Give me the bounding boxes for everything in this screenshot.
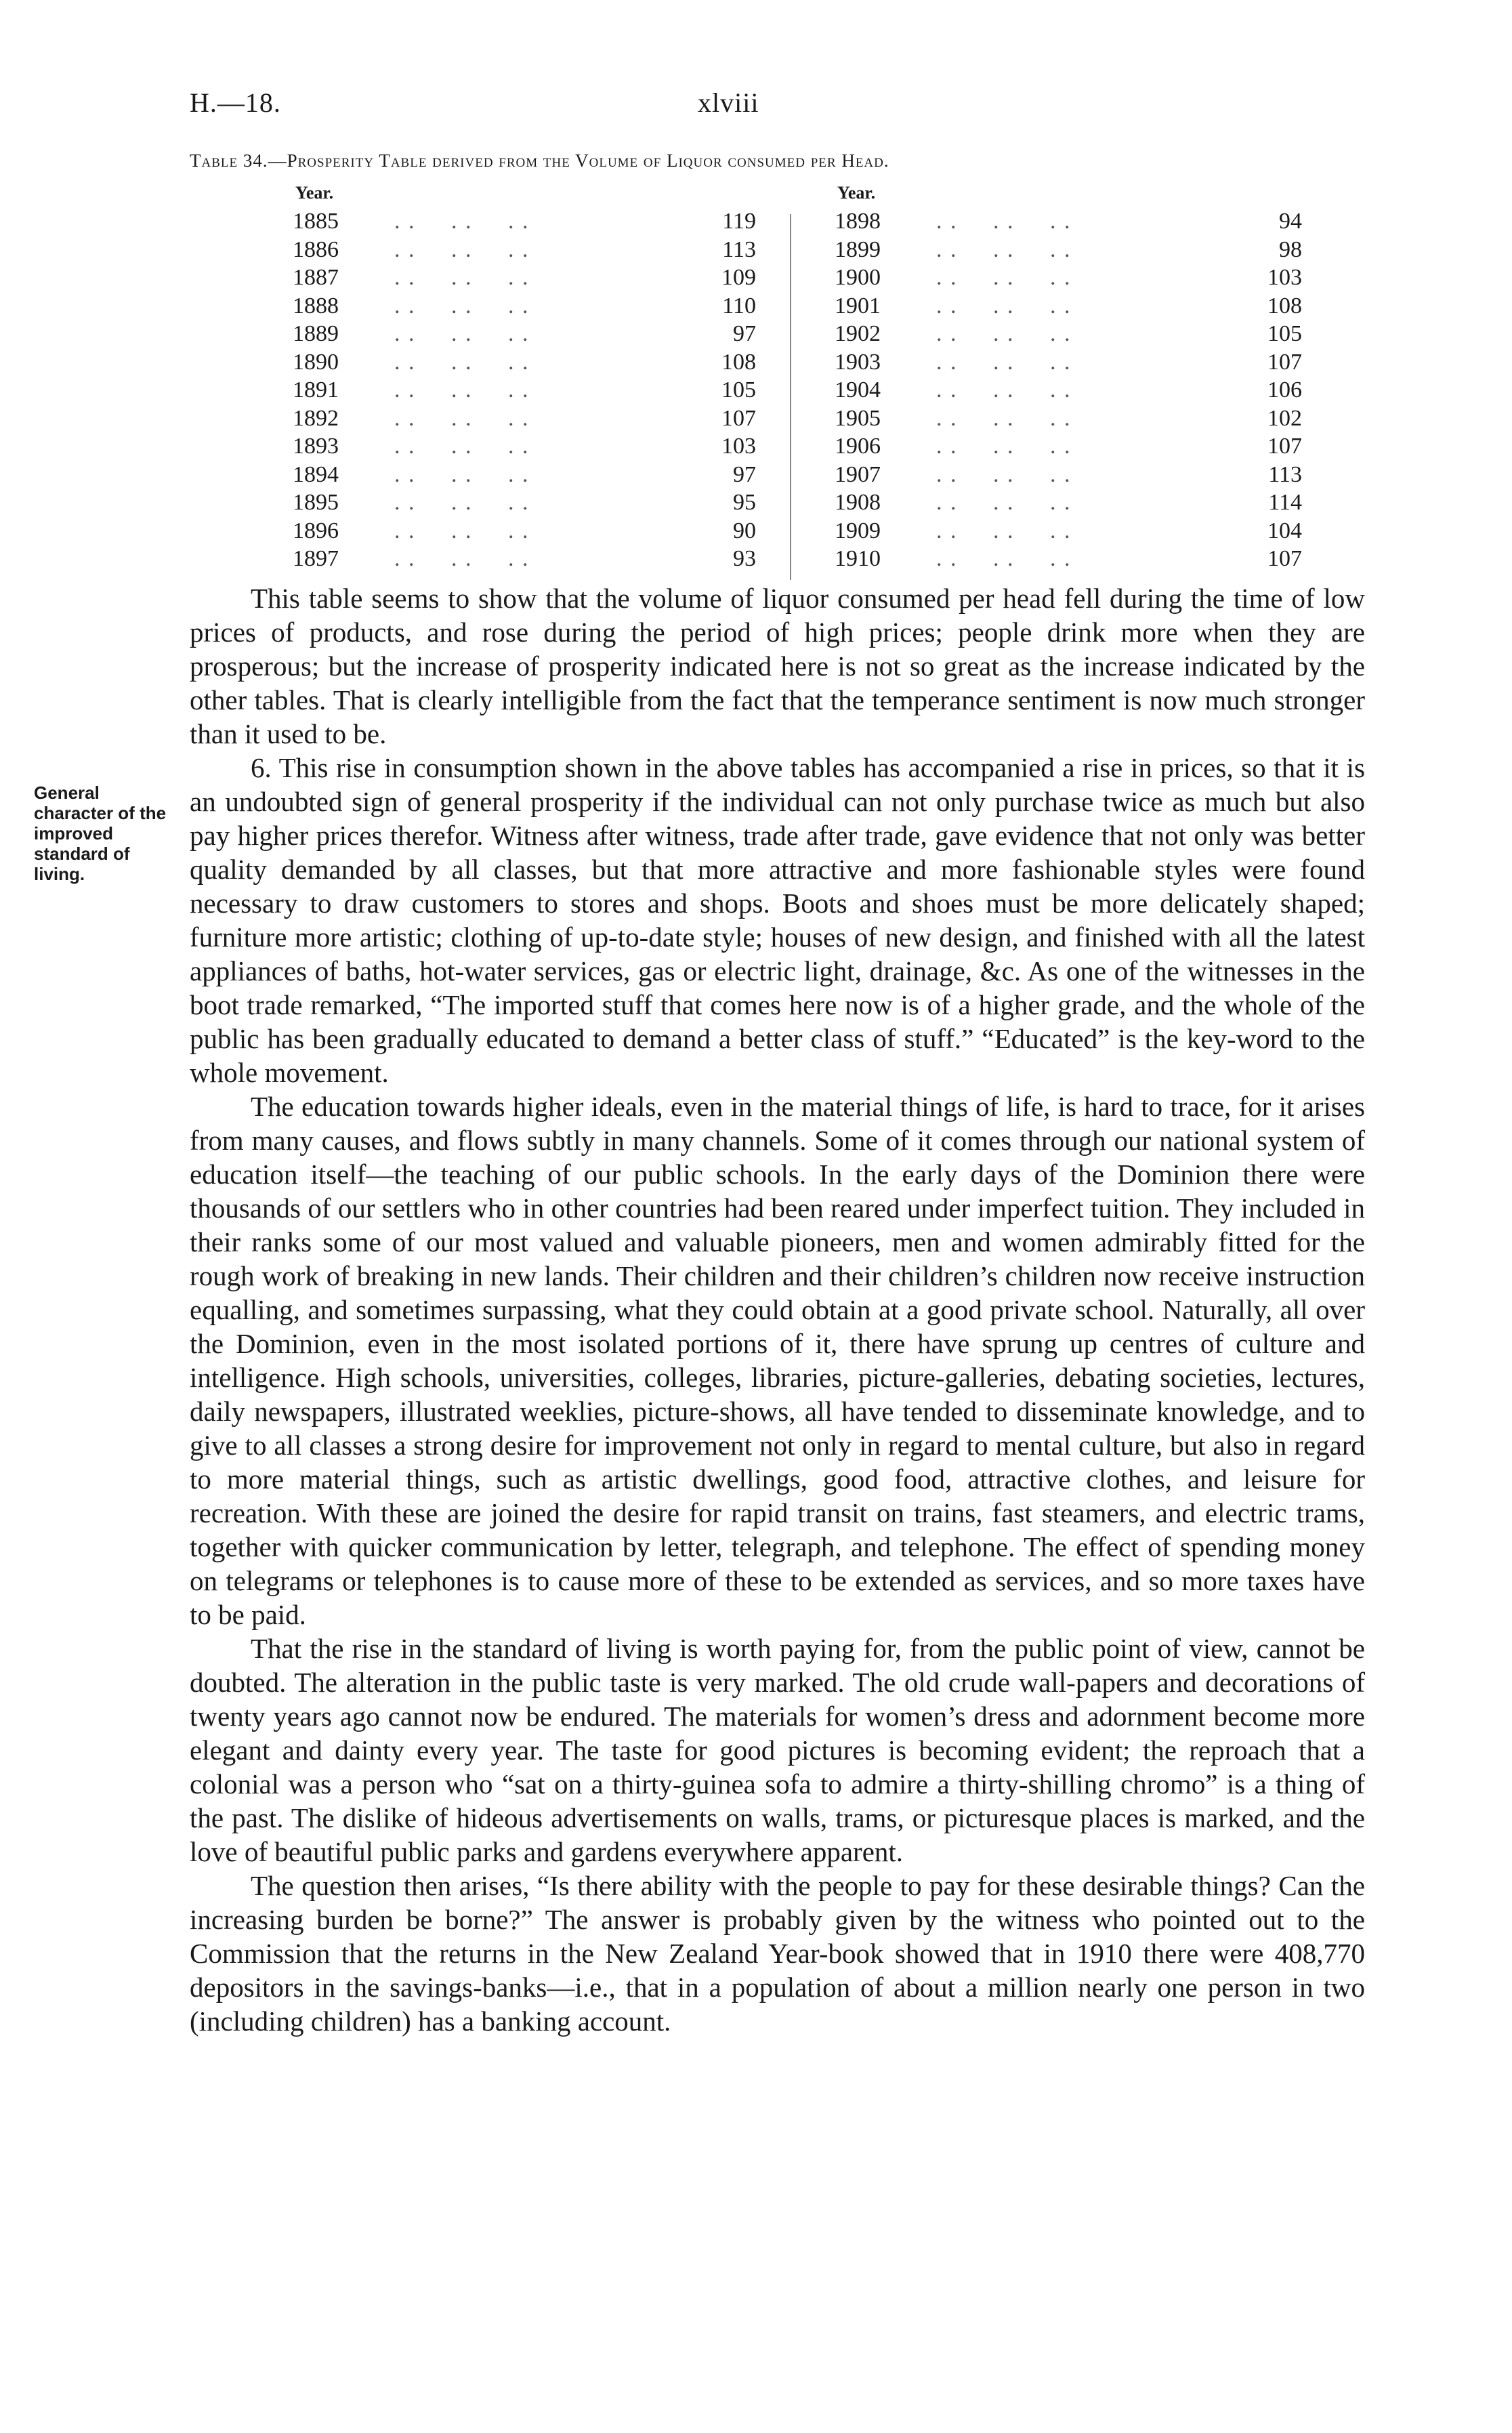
value-cell: 97 [733,461,756,487]
leader-dots: . . . . . . [936,321,1072,346]
leader-dots: . . . . . . [394,546,530,571]
value-cell: 107 [1267,546,1302,571]
table-row [293,461,756,489]
table-row [293,432,756,461]
year-cell: 1896 [293,518,339,543]
paragraph: That the rise in the standard of living is worth paying for, from the public point of view, cannot be doubted. The alteration in the public taste is very marked. The old crude wall-papers and decorations of twenty years ago cannot now be endured. The materials for women’s dress and adornment become more elegant and dainty every year. The taste for good pictures is becoming evident; the reproach that a colonial was a person who “sat on a thirty-guinea sofa to admire a thirty-shilling chromo” is a thing of the past. The dislike of hideous advertisements on walls, trams, or picturesque places is marked, and the love of beautiful public parks and gardens everywhere apparent. [190,1633,1365,1867]
table-row [293,404,756,433]
column-header: Year. [837,183,876,203]
value-cell: 110 [722,293,756,318]
leader-dots: . . . . . . [936,546,1072,571]
year-cell: 1888 [293,293,339,318]
value-cell: 119 [722,209,756,234]
year-cell: 1897 [293,546,339,571]
page-number: xlviii [698,87,759,118]
value-cell: 108 [721,349,756,375]
year-cell: 1894 [293,461,339,487]
page-reference: H.—18. [190,87,281,118]
table-row [293,236,756,264]
year-cell: 1910 [835,546,881,571]
leader-dots: . . . . . . [936,209,1072,234]
year-cell: 1900 [835,265,881,290]
leader-dots: . . . . . . [936,265,1072,290]
year-cell: 1906 [835,434,881,459]
table-row [835,545,1302,573]
year-cell: 1886 [293,236,339,262]
table-row [293,264,756,292]
value-cell: 114 [1268,490,1302,515]
leader-dots: . . . . . . [394,349,530,375]
table-row [835,517,1302,545]
value-cell: 104 [1267,518,1302,543]
leader-dots: . . . . . . [936,236,1072,262]
table-row [293,348,756,377]
leader-dots: . . . . . . [936,490,1072,515]
year-cell: 1907 [835,461,881,487]
leader-dots: . . . . . . [394,265,530,290]
value-cell: 108 [1267,293,1302,318]
table-row [293,488,756,517]
table-row [293,545,756,573]
leader-dots: . . . . . . [936,461,1072,487]
value-cell: 106 [1267,377,1302,402]
value-cell: 109 [721,265,756,290]
table-right-column [835,183,1302,573]
year-cell: 1901 [835,293,881,318]
value-cell: 94 [1279,209,1302,234]
table-row [293,517,756,545]
year-cell: 1891 [293,377,339,402]
value-cell: 103 [1267,265,1302,290]
table-row [293,207,756,236]
table-row [835,236,1302,264]
prosperity-table [190,183,1395,583]
leader-dots: . . . . . . [394,236,530,262]
value-cell: 113 [1268,461,1302,487]
leader-dots: . . . . . . [394,377,530,402]
table-left-column [293,183,756,573]
table-row [293,292,756,320]
value-cell: 107 [1267,349,1302,375]
leader-dots: . . . . . . [394,461,530,487]
value-cell: 102 [1267,405,1302,431]
value-cell: 105 [1267,321,1302,346]
table-row [835,292,1302,320]
paragraph: The question then arises, “Is there ability with the people to pay for these desirable things? Can the increasing burden be borne?” The answer is probably given by the witness who pointed out to the Commission that the returns in the New Zealand Year-book showed that in 1910 there were 408,770 depositors in the savings-banks—i.e., that in a population of about a million nearly one person in two (including children) has a banking account. [190,1870,1365,2037]
leader-dots: . . . . . . [394,405,530,431]
value-cell: 98 [1279,236,1302,262]
year-cell: 1903 [835,349,881,375]
value-cell: 97 [733,321,756,346]
table-row [835,348,1302,377]
year-cell: 1890 [293,349,339,375]
table-row [835,264,1302,292]
table-row [835,207,1302,236]
leader-dots: . . . . . . [936,434,1072,459]
table-row [835,404,1302,433]
paragraph: This table seems to show that the volume of liquor consumed per head fell during the time of low prices of products, and rose during the period of high prices; people drink more when they are prosperous; but the increase of prosperity indicated here is not so great as the increase indicated by the other tables. That is clearly intelligible from the fact that the temperance sentiment is now much stronger than it used to be. [190,583,1365,749]
year-cell: 1905 [835,405,881,431]
leader-dots: . . . . . . [394,518,530,543]
table-row [835,376,1302,404]
leader-dots: . . . . . . [936,405,1072,431]
leader-dots: . . . . . . [394,209,530,234]
leader-dots: . . . . . . [394,434,530,459]
value-cell: 95 [733,490,756,515]
value-cell: 93 [733,546,756,571]
column-divider [790,214,791,580]
year-cell: 1898 [835,209,881,234]
year-cell: 1893 [293,434,339,459]
table-row [835,320,1302,348]
value-cell: 105 [721,377,756,402]
table-row [835,461,1302,489]
paragraph: 6. This rise in consumption shown in the above tables has accompanied a rise in prices, so that it is an undoubted sign of general prosperity if the individual can not only purchase twice as much but also pay higher prices therefor. Witness after witness, trade after trade, gave evidence that not only was better quality demanded by all classes, but that more attractive and more fashionable styles were found necessary to draw customers to stores and shops. Boots and shoes must be more delicately shaped; furniture more artistic; clothing of up-to-date style; houses of new design, and finished with all the latest appliances of baths, hot-water services, gas or electric light, drainage, &c. As one of the witnesses in the boot trade remarked, “The imported stuff that comes here now is of a higher grade, and the whole of the public has been gradually educated to demand a better class of stuff.” “Educated” is the key-word to the whole movement. [190,752,1365,1088]
table-row [293,376,756,404]
year-cell: 1909 [835,518,881,543]
value-cell: 107 [1267,434,1302,459]
margin-note: General character of the improved standard of living. [34,783,167,884]
leader-dots: . . . . . . [394,490,530,515]
table-title: Table 34.—Prosperity Table derived from the Volume of Liquor consumed per Head. [190,150,889,171]
year-cell: 1904 [835,377,881,402]
table-row [835,432,1302,461]
year-cell: 1885 [293,209,339,234]
year-cell: 1889 [293,321,339,346]
value-cell: 107 [721,405,756,431]
leader-dots: . . . . . . [936,377,1072,402]
year-cell: 1899 [835,236,881,262]
paragraph: The education towards higher ideals, even in the material things of life, is hard to trace, for it arises from many causes, and flows subtly in many channels. Some of it comes through our national system of education itself—the teaching of our public schools. In the early days of the Dominion there were thousands of our settlers who in other countries had been reared under imperfect tuition. They included in their ranks some of our most valued and valuable pioneers, men and women admirably fitted for the rough work of breaking in new lands. Their children and their children’s children now receive instruction equalling, and sometimes surpassing, what they could obtain at a good private school. Naturally, all over the Dominion, even in the most isolated portions of it, there have sprung up centres of culture and intelligence. High schools, universities, colleges, libraries, picture-galleries, debating societies, lectures, daily newspapers, illustrated weeklies, picture-shows, all have tended to disseminate knowledge, and to give to all classes a strong desire for improvement not only in regard to mental culture, but also in regard to more material things, such as artistic dwellings, good food, attractive clothes, and leisure for recreation. With these are joined the desire for rapid transit on trains, fast steamers, and electric trams, together with quicker communication by letter, telegraph, and telephone. The effect of spending money on telegrams or telephones is to cause more of these to be extended as services, and so more taxes have to be paid. [190,1091,1365,1630]
value-cell: 113 [722,236,756,262]
value-cell: 103 [721,434,756,459]
leader-dots: . . . . . . [936,349,1072,375]
leader-dots: . . . . . . [936,293,1072,318]
year-cell: 1892 [293,405,339,431]
column-header: Year. [295,183,334,203]
year-cell: 1902 [835,321,881,346]
leader-dots: . . . . . . [394,321,530,346]
year-cell: 1908 [835,490,881,515]
table-row [293,320,756,348]
body-text [190,581,1365,2038]
leader-dots: . . . . . . [394,293,530,318]
year-cell: 1887 [293,265,339,290]
table-row [835,488,1302,517]
value-cell: 90 [733,518,756,543]
leader-dots: . . . . . . [936,518,1072,543]
year-cell: 1895 [293,490,339,515]
